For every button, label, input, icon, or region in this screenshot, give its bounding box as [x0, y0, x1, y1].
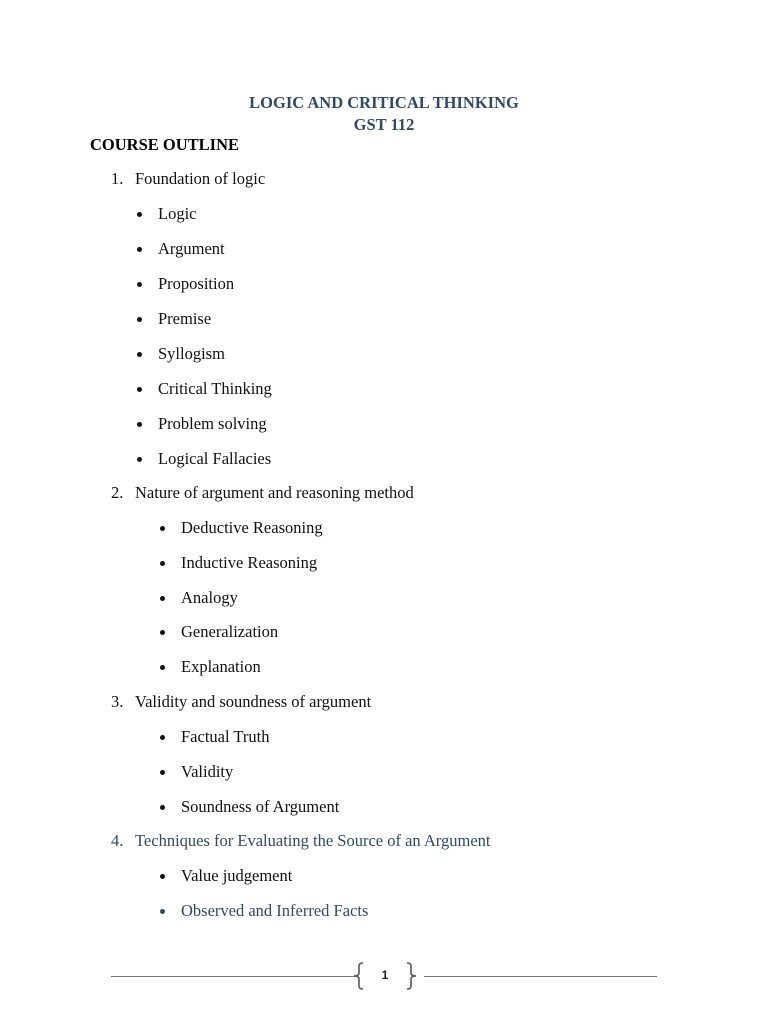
bullet-icon: [160, 874, 165, 879]
list-item-text: Logical Fallacies: [158, 449, 272, 468]
list-item-text: Argument: [158, 239, 225, 258]
section-title: Foundation of logic: [135, 169, 266, 188]
section-title: Techniques for Evaluating the Source of an Argument: [135, 831, 491, 850]
bullet-icon: [160, 770, 165, 775]
bullet-icon: [137, 422, 142, 427]
bullet-icon: [160, 630, 165, 635]
bullet-icon: [137, 317, 142, 322]
section-number: 3.: [111, 692, 124, 711]
section-number: 4.: [111, 831, 124, 850]
list-item-text: Premise: [158, 309, 212, 328]
list-item-text: Soundness of Argument: [181, 797, 340, 816]
section-number: 1.: [111, 169, 124, 188]
outline-heading: COURSE OUTLINE: [90, 135, 239, 154]
bullet-icon: [160, 665, 165, 670]
section-number: 2.: [111, 483, 124, 502]
bullet-icon: [160, 526, 165, 531]
list-item-text: Inductive Reasoning: [181, 553, 318, 572]
footer-rule-right: [424, 976, 657, 977]
list-item-text: Analogy: [181, 588, 238, 607]
bullet-icon: [137, 352, 142, 357]
list-item-text: Generalization: [181, 622, 279, 641]
list-item-text: Validity: [181, 762, 234, 781]
list-item-text: Logic: [158, 204, 197, 223]
list-item-text: Factual Truth: [181, 727, 270, 746]
bullet-icon: [160, 596, 165, 601]
list-item-text: Proposition: [158, 274, 235, 293]
bullet-icon: [160, 735, 165, 740]
list-item-text: Value judgement: [181, 866, 293, 885]
list-item-text: Observed and Inferred Facts: [181, 901, 369, 920]
list-item-text: Deductive Reasoning: [181, 518, 323, 537]
left-brace-icon: [352, 962, 366, 990]
section-title: Nature of argument and reasoning method: [135, 483, 414, 502]
footer-rule-left: [111, 976, 355, 977]
bullet-icon: [160, 561, 165, 566]
course-code: GST 112: [353, 115, 415, 134]
bullet-icon: [137, 247, 142, 252]
page-number: 1: [381, 968, 389, 982]
bullet-icon: [137, 387, 142, 392]
list-item-text: Explanation: [181, 657, 261, 676]
bullet-icon: [137, 282, 142, 287]
right-brace-icon: [404, 962, 418, 990]
document-title: LOGIC AND CRITICAL THINKING: [249, 93, 519, 112]
bullet-icon: [137, 212, 142, 217]
list-item-text: Problem solving: [158, 414, 267, 433]
list-item-text: Syllogism: [158, 344, 225, 363]
bullet-icon: [160, 909, 165, 914]
bullet-icon: [137, 457, 142, 462]
section-title: Validity and soundness of argument: [135, 692, 372, 711]
list-item-text: Critical Thinking: [158, 379, 272, 398]
bullet-icon: [160, 805, 165, 810]
